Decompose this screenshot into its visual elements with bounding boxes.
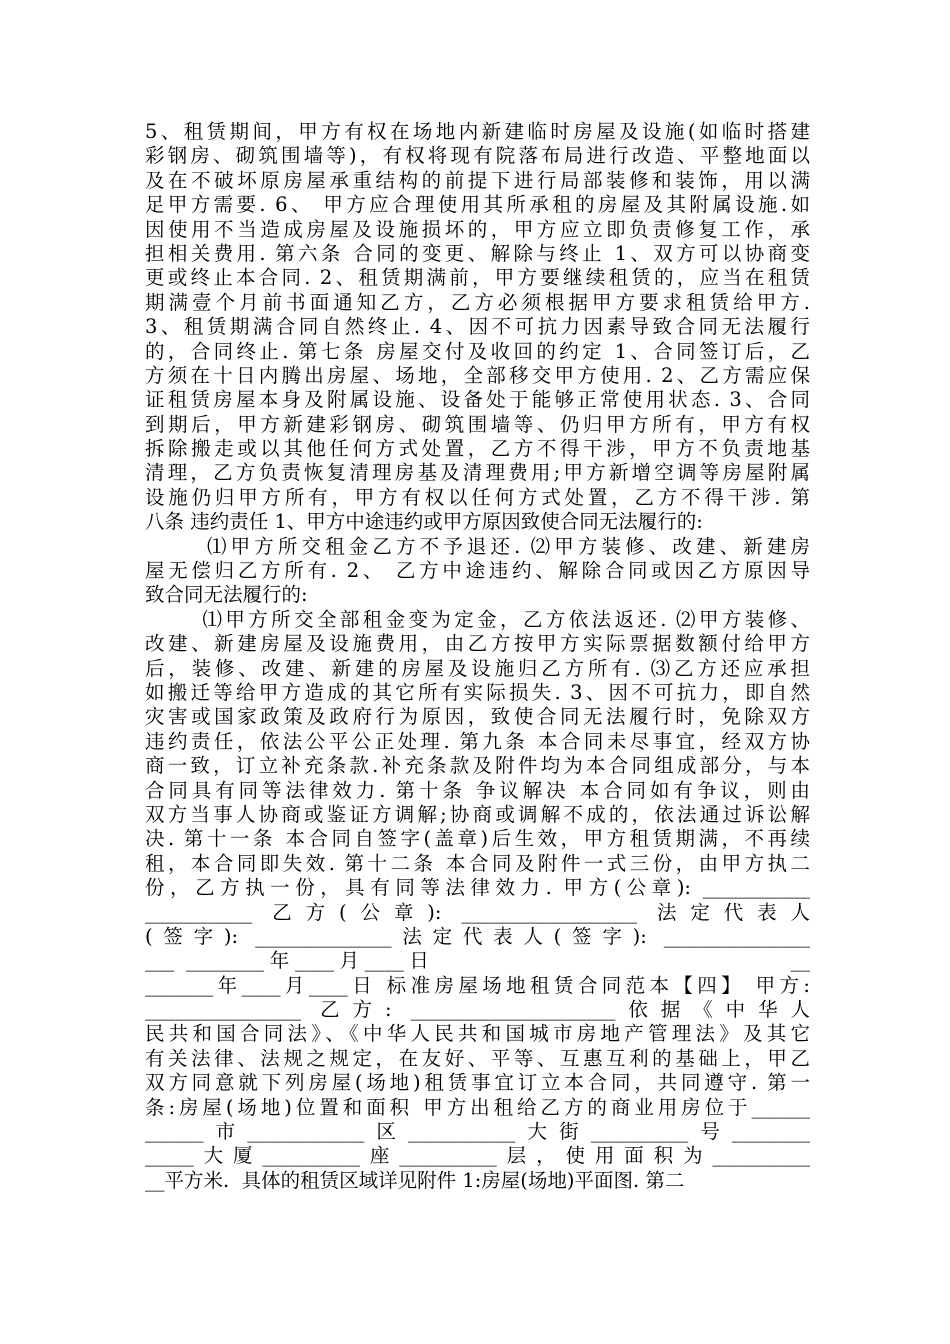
- text-line: 因使用不当造成房屋及设施损坏的，甲方应立即负责修复工作，承: [145, 217, 810, 241]
- text-line: 期满壹个月前书面通知乙方，乙方必须根据甲方要求租赁给甲方.: [145, 290, 810, 314]
- text-line: 3、租赁期满合同自然终止. 4、因不可抗力因素导致合同无法履行: [145, 315, 810, 339]
- text-line: ______市____________区___________大街__________号________: [145, 1120, 811, 1144]
- text-line: 如搬迁等给甲方造成的其它所有实际损失. 3、因不可抗力，即自然: [145, 680, 810, 704]
- text-line: ________________ 乙方: _____________________依据《中华人: [145, 998, 810, 1022]
- text-line: 商一致，订立补充条款.补充条款及附件均为本合同组成部分，与本: [145, 754, 810, 778]
- text-line: 份，乙方执一份，具有同等法律效力. 甲方(公章): ___________: [145, 876, 810, 900]
- text-line: ⑴甲方所交全部租金变为定金，乙方依法返还. ⑵甲方装修、: [145, 607, 810, 631]
- text-line: ___ ________年____月____日 __: [145, 949, 810, 973]
- text-line: 拆除搬走或以其他任何方式处置，乙方不得干涉，甲方不负责地基: [145, 437, 810, 461]
- text-line: 条:房屋(场地)位置和面积 甲方出租给乙方的商业用房位于______: [145, 1095, 810, 1119]
- text-line: 有关法律、法规之规定，在友好、平等、互惠互利的基础上，甲乙: [145, 1046, 810, 1070]
- text-line: 改建、新建房屋及设施费用，由乙方按甲方实际票据数额付给甲方: [145, 632, 810, 656]
- text-line: 八条 违约责任 1、甲方中途违约或甲方原因致使合同无法履行的:: [145, 510, 703, 534]
- text-line: ___________ 乙方(公章): __________________ 法定代表人: [145, 900, 810, 924]
- text-line: 双方当事人协商或鉴证方调解;协商或调解不成的，依法通过诉讼解: [145, 802, 810, 826]
- text-line: 设施仍归甲方所有，甲方有权以任何方式处置，乙方不得干涉. 第: [145, 485, 810, 509]
- contract-text: [145, 120, 810, 1193]
- text-line: 清理，乙方负责恢复清理房基及清理费用;甲方新增空调等房屋附属: [145, 461, 810, 485]
- text-line: 彩钢房、砌筑围墙等)，有权将现有院落布局进行改造、平整地面以: [145, 144, 810, 168]
- text-line: 足甲方需要. 6、 甲方应合理使用其所承租的房屋及其附属设施.如: [145, 193, 810, 217]
- text-line: 决. 第十一条 本合同自签字(盖章)后生效，甲方租赁期满，不再续: [145, 827, 810, 851]
- text-line: 双方同意就下列房屋(场地)租赁事宜订立本合同，共同遵守. 第一: [145, 1071, 810, 1095]
- text-line: 屋无偿归乙方所有. 2、 乙方中途违约、解除合同或因乙方原因导: [145, 559, 810, 583]
- text-line: __平方米. 具体的租赁区域详见附件 1:房屋(场地)平面图. 第二: [145, 1168, 685, 1192]
- text-line: 灾害或国家政策及政府行为原因，致使合同无法履行时，免除双方: [145, 705, 810, 729]
- text-line: (签字): ______________法定代表人(签字): _______________: [145, 924, 810, 948]
- text-line: 更或终止本合同. 2、租赁期满前，甲方要继续租赁的，应当在租赁: [145, 266, 810, 290]
- text-line: 民共和国合同法》、《中华人民共和国城市房地产管理法》及其它: [145, 1022, 810, 1046]
- text-line: 证租赁房屋本身及附属设施、设备处于能够正常使用状态. 3、合同: [145, 388, 810, 412]
- text-line: _____大厦__________座__________层，使用面积为__________: [145, 1144, 810, 1168]
- text-line: 担相关费用. 第六条 合同的变更、解除与终止 1、双方可以协商变: [145, 241, 810, 265]
- text-line: _______年____月____日 标准房屋场地租赁合同范本【四】 甲方:: [145, 973, 810, 997]
- text-line: 的，合同终止. 第七条 房屋交付及收回的约定 1、合同签订后，乙: [145, 339, 810, 363]
- text-line: 违约责任，依法公平公正处理. 第九条 本合同未尽事宜，经双方协: [145, 729, 810, 753]
- text-line: 方须在十日内腾出房屋、场地，全部移交甲方使用. 2、乙方需应保: [145, 363, 810, 387]
- text-line: 到期后，甲方新建彩钢房、砌筑围墙等、仍归甲方所有，甲方有权: [145, 412, 810, 436]
- text-line: 合同具有同等法律效力. 第十条 争议解决 本合同如有争议，则由: [145, 778, 810, 802]
- text-line: 后，装修、改建、新建的房屋及设施归乙方所有. ⑶乙方还应承担: [145, 656, 810, 680]
- text-line: ⑴甲方所交租金乙方不予退还. ⑵甲方装修、改建、新建房: [145, 534, 810, 558]
- text-line: 及在不破坏原房屋承重结构的前提下进行局部装修和装饰，用以满: [145, 168, 810, 192]
- text-line: 租，本合同即失效. 第十二条 本合同及附件一式三份，由甲方执二: [145, 851, 810, 875]
- text-line: 致合同无法履行的:: [145, 583, 308, 607]
- text-line: 5、租赁期间，甲方有权在场地内新建临时房屋及设施(如临时搭建: [145, 120, 810, 143]
